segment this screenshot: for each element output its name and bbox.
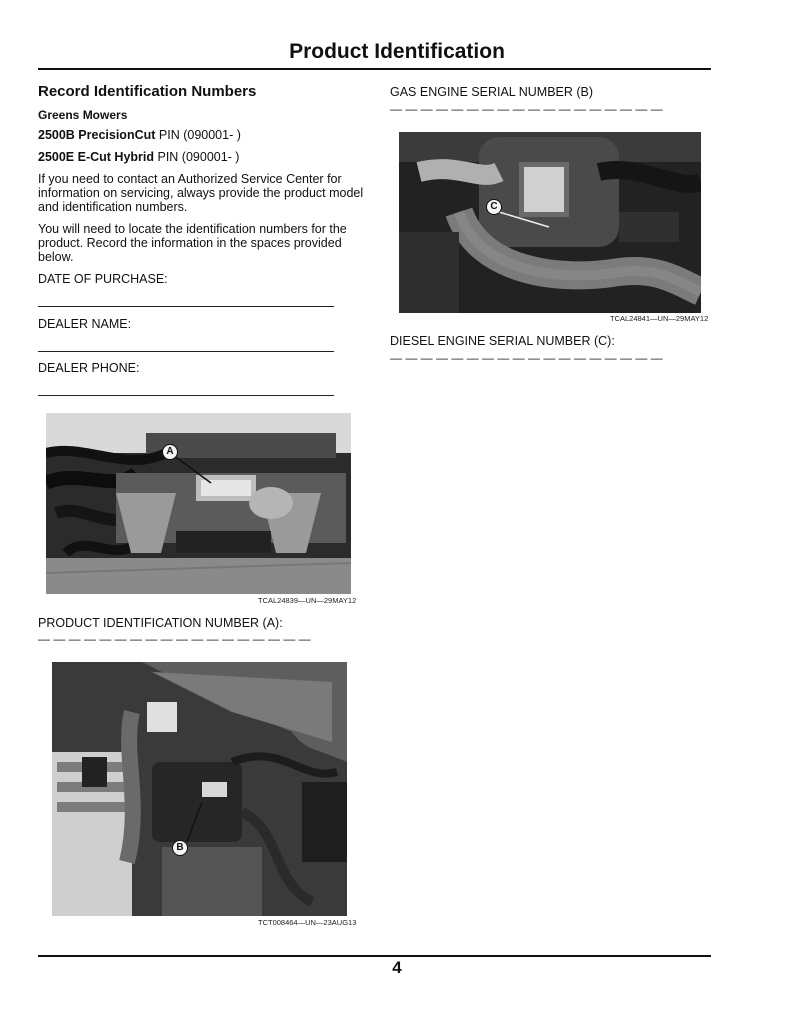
section-heading: Record Identification Numbers bbox=[38, 83, 257, 100]
section-subheading: Greens Mowers bbox=[38, 108, 128, 122]
gas-engine-photo bbox=[52, 662, 347, 916]
paragraph-contact: If you need to contact an Authorized Service Center for information on servicing, always provide the product model and identification numbers. bbox=[38, 172, 364, 214]
pin-location-photo bbox=[46, 413, 351, 594]
gas-engine-illustration bbox=[52, 662, 347, 916]
dealer-name-label: DEALER NAME: bbox=[38, 317, 132, 331]
model-pin: PIN (090001- ) bbox=[155, 128, 241, 142]
photo-caption: TCAL24841—UN—29MAY12 bbox=[610, 314, 709, 323]
diesel-engine-serial-blank: — — — — — — — — — — — — — — — — — — bbox=[390, 351, 663, 365]
page-number: 4 bbox=[392, 958, 402, 977]
model-line-2500b bbox=[38, 128, 241, 142]
diesel-engine-photo bbox=[399, 132, 701, 313]
dealer-name-line bbox=[38, 351, 334, 352]
model-pin: PIN (090001- ) bbox=[154, 150, 240, 164]
gas-engine-serial-label: GAS ENGINE SERIAL NUMBER (B) bbox=[390, 85, 594, 99]
footer-rule bbox=[38, 955, 711, 957]
callout-a: A bbox=[162, 444, 178, 460]
callout-c: C bbox=[486, 199, 502, 215]
model-name: 2500E E-Cut Hybrid bbox=[38, 150, 155, 164]
gas-engine-serial-blank: — — — — — — — — — — — — — — — — — — bbox=[390, 102, 663, 116]
dealer-phone-label: DEALER PHONE: bbox=[38, 361, 140, 375]
photo-caption: TCT008464—UN—23AUG13 bbox=[258, 918, 357, 927]
paragraph-locate: You will need to locate the identification numbers for the product. Record the information in the spaces provided below. bbox=[38, 222, 347, 264]
diesel-engine-illustration bbox=[399, 132, 701, 313]
dealer-phone-line bbox=[38, 395, 334, 396]
page-title: Product Identification bbox=[289, 40, 505, 63]
model-name: 2500B PrecisionCut bbox=[38, 128, 156, 142]
date-of-purchase-label: DATE OF PURCHASE: bbox=[38, 272, 168, 286]
pin-label: PRODUCT IDENTIFICATION NUMBER (A): bbox=[38, 616, 283, 630]
diesel-engine-serial-label: DIESEL ENGINE SERIAL NUMBER (C): bbox=[390, 334, 615, 348]
pin-location-illustration bbox=[46, 413, 351, 594]
callout-b: B bbox=[172, 840, 188, 856]
photo-caption: TCAL24839—UN—29MAY12 bbox=[258, 596, 357, 605]
model-line-2500e bbox=[38, 150, 239, 164]
pin-blank: — — — — — — — — — — — — — — — — — — bbox=[38, 632, 311, 646]
header-rule bbox=[38, 68, 711, 70]
date-of-purchase-line bbox=[38, 306, 334, 307]
